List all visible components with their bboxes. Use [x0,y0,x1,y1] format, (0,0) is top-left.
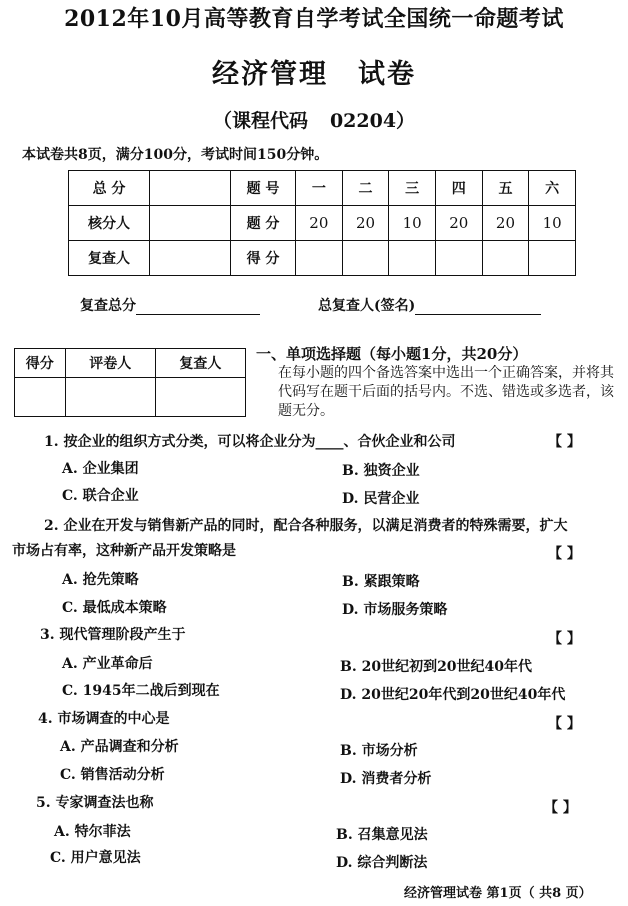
grader-score-header: 得分 [15,349,66,378]
obtained-cell [529,241,576,276]
question-stem: 4. 市场调查的中心是 [38,711,170,727]
total-check-label: 复查总分 [80,298,136,314]
chief-check-line [415,300,541,315]
points-cell: 20 [342,206,389,241]
course-title [0,52,628,91]
col-header: 三 [389,171,436,206]
answer-bracket: 【 】 [548,434,581,450]
option-a: A. 特尔菲法 [54,824,131,840]
grader-table [14,348,246,417]
option-b: B. 召集意见法 [336,827,428,843]
checker-cell [150,206,231,241]
page-footer: 经济管理试卷 第1页（ 共8 页） [404,886,592,901]
option-a: A. 产品调查和分析 [60,739,179,755]
reviewer-label: 复查人 [69,241,150,276]
answer-bracket: 【 】 [548,716,581,732]
question-stem: 3. 现代管理阶段产生于 [40,627,186,643]
points-cell: 20 [296,206,343,241]
reviewer-cell [150,241,231,276]
grader-cell [15,378,66,417]
course-code-value: 02204） [329,110,416,132]
obtained-cell [296,241,343,276]
col-header: 四 [435,171,482,206]
answer-bracket: 【 】 [548,631,581,647]
section-title: 一、单项选择题（每小题1分，共20分） [256,345,528,363]
option-a: A. 产业革命后 [62,656,153,672]
course-name: 经济管理 [212,59,328,90]
section-instruction: 在每小题的四个备选答案中选出一个正确答案，并将其代码写在题干后面的括号内。不选、错选或多选者，该题无分。 [278,365,614,419]
chief-check-field [318,295,541,315]
option-a: A. 抢先策略 [62,572,139,588]
obtained-cell [482,241,529,276]
points-cell: 20 [482,206,529,241]
col-header: 二 [342,171,389,206]
option-b: B. 市场分析 [340,743,418,759]
obtained-cell [389,241,436,276]
grader-cell [65,378,155,417]
option-c: C. 最低成本策略 [62,600,167,616]
option-b: B. 紧跟策略 [342,574,420,590]
question-stem: 2. 企业在开发与销售新产品的同时，配合各种服务，以满足消费者的特殊需要，扩大 [44,518,568,534]
option-d: D. 民营企业 [342,491,420,507]
answer-bracket: 【 】 [544,800,577,816]
answer-bracket: 【 】 [548,546,581,562]
chief-check-label: 总复查人(签名) [318,298,416,314]
checker-label: 核分人 [69,206,150,241]
total-score-label: 总 分 [69,171,150,206]
option-c: C. 销售活动分析 [60,767,165,783]
option-d: D. 消费者分析 [340,771,432,787]
points-cell: 10 [529,206,576,241]
option-d: D. 20世纪20年代到20世纪40年代 [340,687,566,703]
exam-header: 2012年10月高等教育自学考试全国统一命题考试 [64,6,564,32]
question-points-label: 题 分 [231,206,296,241]
obtained-cell [342,241,389,276]
question-stem: 5. 专家调查法也称 [36,795,154,811]
option-b: B. 20世纪初到20世纪40年代 [340,659,533,675]
option-d: D. 市场服务策略 [342,602,448,618]
col-header: 六 [529,171,576,206]
question-stem-continued: 市场占有率，这种新产品开发策略是 [12,543,236,559]
option-c: C. 1945年二战后到现在 [62,683,220,699]
total-check-field [80,295,260,315]
option-b: B. 独资企业 [342,463,420,479]
col-header: 一 [296,171,343,206]
obtained-cell [435,241,482,276]
exam-note: 本试卷共8页，满分100分，考试时间150分钟。 [22,147,329,163]
col-header: 五 [482,171,529,206]
option-c: C. 联合企业 [62,488,139,504]
grader-name-header: 评卷人 [65,349,155,378]
total-score-cell [150,171,231,206]
grader-reviewer-header: 复查人 [155,349,245,378]
course-code [0,106,628,133]
paper-label: 试卷 [358,59,416,90]
total-check-line [136,300,260,315]
option-d: D. 综合判断法 [336,855,428,871]
course-code-label: （课程代码 [212,110,308,132]
obtained-score-label: 得 分 [231,241,296,276]
option-c: C. 用户意见法 [50,850,141,866]
score-table [68,170,576,276]
grader-cell [155,378,245,417]
question-stem: 1. 按企业的组织方式分类，可以将企业分为____、合伙企业和公司 [44,434,456,450]
option-a: A. 企业集团 [62,461,139,477]
points-cell: 10 [389,206,436,241]
points-cell: 20 [435,206,482,241]
question-number-label: 题 号 [231,171,296,206]
